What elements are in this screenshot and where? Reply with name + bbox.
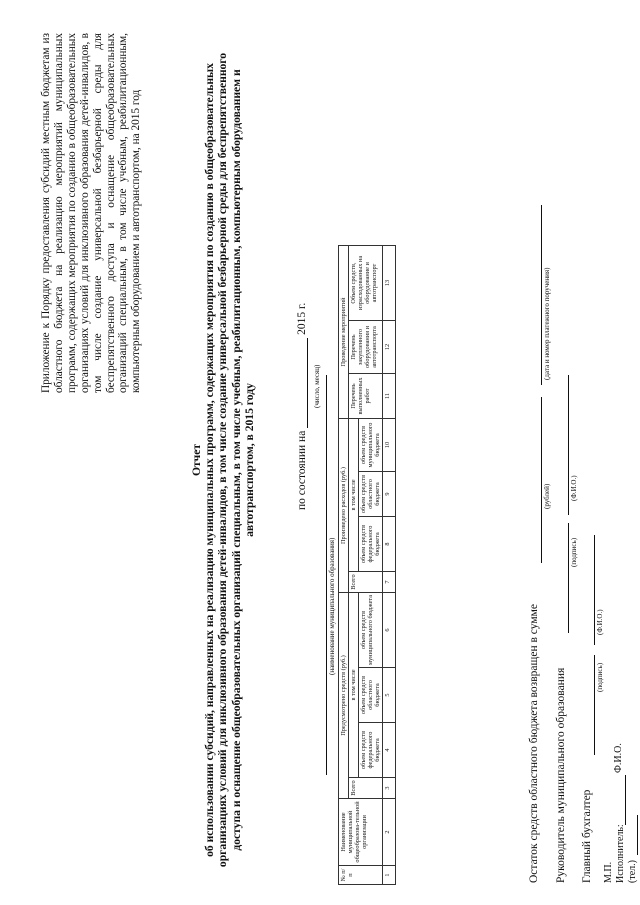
balance-doc-caption: (дата и номер платежного поручения) (543, 267, 551, 380)
col-num: 13 (383, 246, 396, 321)
head-name-field[interactable] (568, 375, 569, 515)
head-name-caption: (Ф.И.О.) (570, 475, 578, 501)
planned-header: Предусмотрено средств (руб.) (339, 593, 349, 799)
phone-field[interactable] (637, 815, 638, 855)
as-of-suffix: 2015 г. (296, 302, 308, 335)
col-num: 10 (383, 419, 396, 472)
as-of-prefix: по состоянии на (296, 430, 308, 510)
head-signature-caption: (подпись) (570, 537, 578, 567)
balance-amount-field[interactable] (541, 397, 542, 563)
planned-municipal-header: объем средств муниципального бюджета (359, 593, 383, 668)
mp-label: М.П. (603, 861, 614, 883)
planned-including-header: в том числе (349, 593, 359, 778)
accountant-name-caption: (Ф.И.О.) (596, 609, 604, 635)
municipality-field[interactable] (326, 375, 327, 775)
spent-header: Произведено расходов (руб.) (339, 419, 349, 593)
col-num: 7 (383, 572, 396, 593)
col-number-header: № п/п (339, 866, 383, 885)
spent-including-header: в том числе (349, 419, 359, 572)
col-num: 12 (383, 321, 396, 374)
spent-municipal-header: объем средств муниципального бюджета (359, 419, 383, 472)
planned-total-header: Всего (349, 778, 383, 799)
municipality-caption: (наименование муниципального образования) (328, 537, 336, 675)
table-header-row (339, 246, 349, 885)
balance-payment-doc-field[interactable] (541, 205, 542, 385)
column-number-row (383, 246, 396, 885)
as-of-caption: (число, месяц) (313, 364, 321, 408)
accountant-signature-caption: (подпись) (596, 662, 604, 692)
works-header: Перечень выполненных работ (349, 374, 383, 419)
col-num: 6 (383, 593, 396, 668)
col-num: 4 (383, 723, 396, 778)
as-of-line (296, 303, 308, 510)
report-title-block (190, 45, 256, 875)
annex-note: Приложение к Порядку предоставления субсидий местным бюджетам из областного бюджета на реализацию мероприятий муниципальных программ, содержащих мероприятия по созданию в общеобразовательных организациях условий для инклюзивного образования детей-инвалидов, в том числе создание универсальной безбарьерной среды для беспрепятственного доступа и оснащение общеобразовательных организаций специальным, в том числе учебным, реабилитационным, компьютерным оборудованием и автотранспортом, на 2015 год (40, 33, 143, 393)
executor-field[interactable] (625, 775, 626, 825)
report-title: об использовании субсидий, направленных на реализацию муниципальных программ, содержащих мероприятия по созданию в общеобразовательных организациях условий для инклюзивного образования детей-инвалидов, в том числе создание универсальной безбарьерной среды для беспрепятственного доступа и оснащение общеобразовательных организаций специальным, в том числе учебным, реабилитационным, компьютерным оборудованием и автотранспортом, в 2015 году (203, 52, 256, 868)
col-num: 9 (383, 472, 396, 517)
events-header: Проведение мероприятий (339, 246, 349, 419)
accountant-label: Главный бухгалтер (581, 789, 593, 883)
planned-federal-header: объем средств федерального бюджета (359, 723, 383, 778)
spent-total-header: Всего (349, 572, 383, 593)
col-num: 8 (383, 517, 396, 572)
equipment-list-header: Перечень закупленного оборудования и автотранспорта (349, 321, 383, 374)
balance-rub-caption: (рублей) (543, 483, 551, 509)
balance-text: Остаток средств областного бюджета возвращен в сумме (528, 604, 540, 883)
head-label: Руководитель муниципального образования (555, 667, 567, 883)
executor-fio-label: Ф.И.О. (613, 743, 624, 773)
planned-regional-header: объем средств областного бюджета (359, 668, 383, 723)
col-num: 11 (383, 374, 396, 419)
head-signature-field[interactable] (568, 523, 569, 633)
accountant-signature-field[interactable] (594, 655, 595, 755)
report-table (338, 245, 396, 885)
executor-label: Исполнитель: (615, 824, 626, 883)
table-subheader-row (349, 246, 359, 885)
accountant-name-field[interactable] (594, 535, 595, 645)
phone-label: (тел.) (627, 860, 638, 883)
col-num: 5 (383, 668, 396, 723)
spent-regional-header: объем средств областного бюджета (359, 472, 383, 517)
col-num: 2 (383, 799, 396, 866)
col-num: 1 (383, 866, 396, 885)
spent-federal-header: объем средств федерального бюджета (359, 517, 383, 572)
equipment-amount-header: Объем средств, израсходованных на оборудование и автотранспорт (349, 246, 383, 321)
report-heading: Отчет (190, 443, 203, 477)
col-num: 3 (383, 778, 396, 799)
as-of-date-field[interactable] (297, 338, 308, 428)
col-organization-header: Наименование муниципальной общеобразова-тельной организации (339, 799, 383, 866)
